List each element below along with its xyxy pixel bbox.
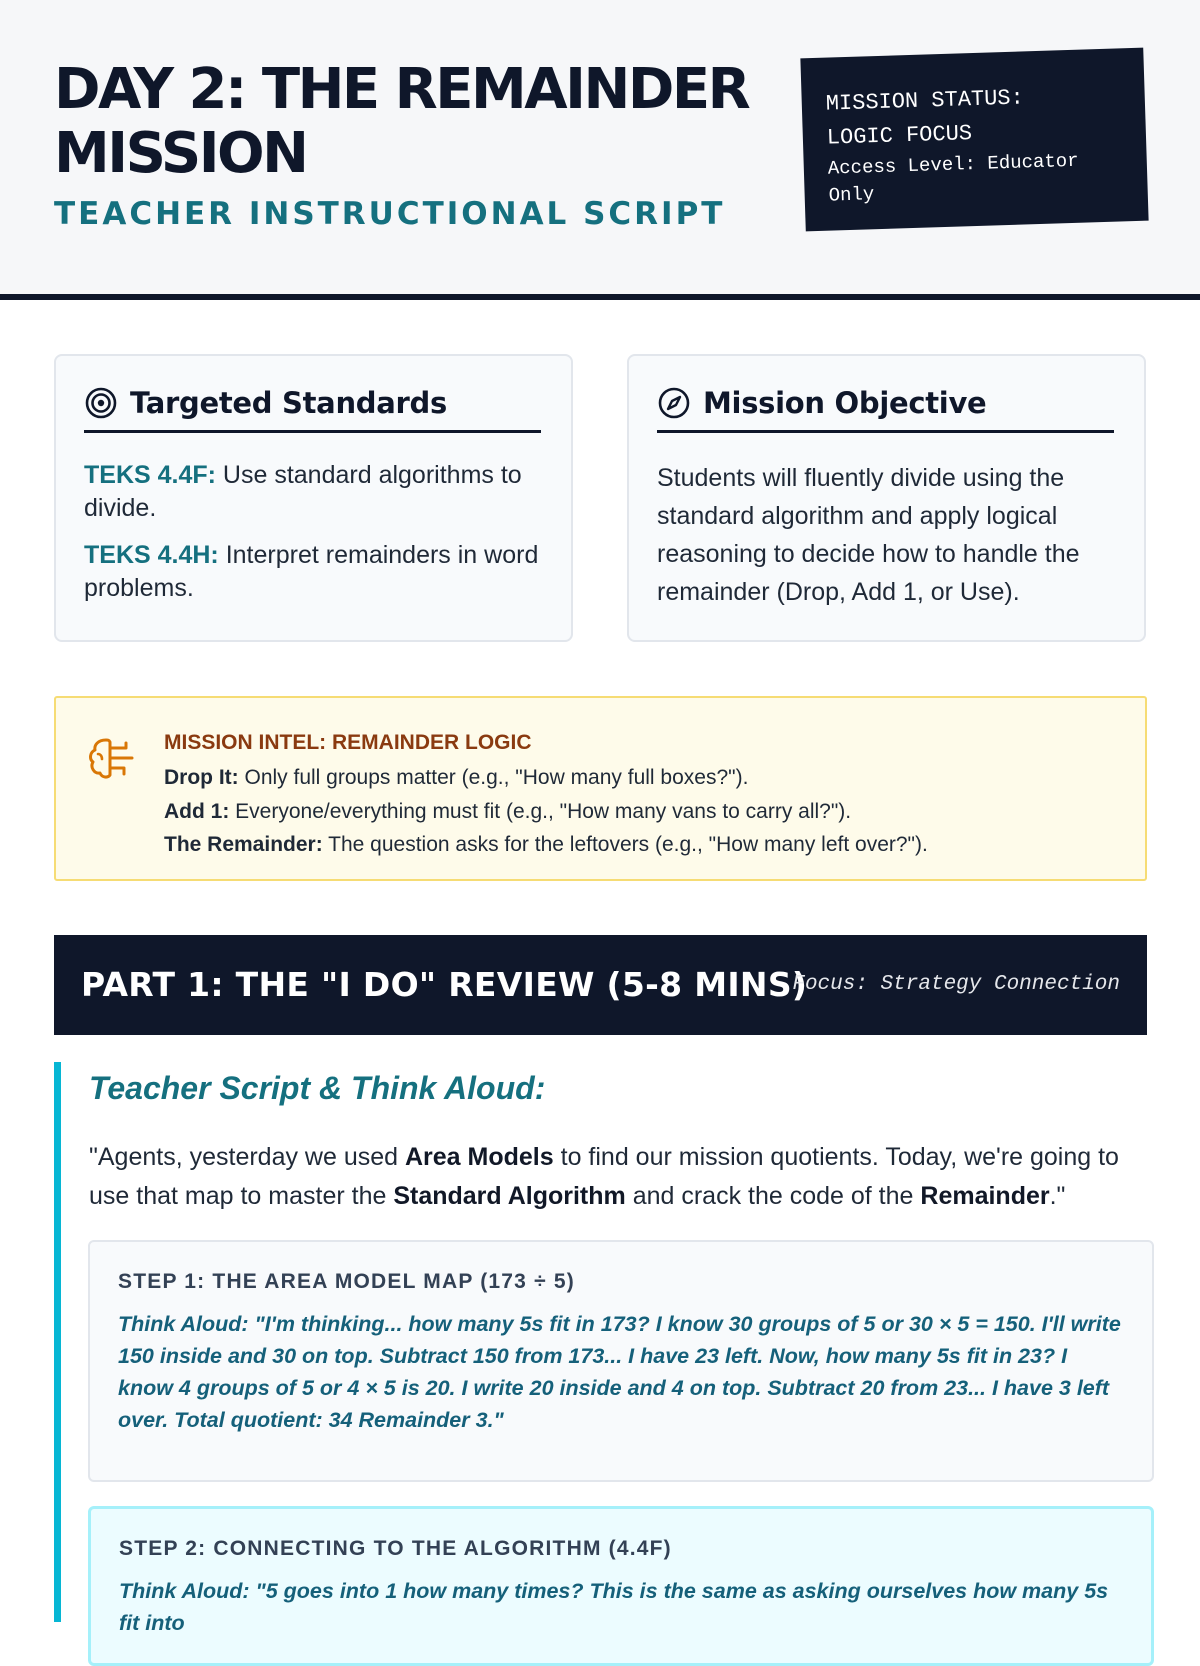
step1-box xyxy=(88,1240,1154,1482)
quote-text: to find our mission quotients. Today, we're going to use that map to master the xyxy=(89,1143,1119,1210)
script-heading: Teacher Script & Think Aloud: xyxy=(89,1070,546,1106)
standard-item xyxy=(84,459,541,525)
part1-focus: Focus: Strategy Connection xyxy=(792,973,1120,996)
page-subtitle: TEACHER INSTRUCTIONAL SCRIPT xyxy=(54,196,726,232)
mission-intel-callout xyxy=(54,696,1147,881)
standard-text: Interpret remainders in word problems. xyxy=(84,541,539,602)
objective-card xyxy=(627,354,1146,642)
step2-title: STEP 2: CONNECTING TO THE ALGORITHM (4.4F) xyxy=(119,1537,672,1560)
step1-title: STEP 1: THE AREA MODEL MAP (173 ÷ 5) xyxy=(118,1270,575,1293)
status-focus: LOGIC FOCUS xyxy=(826,121,973,151)
intel-text: The question asks for the leftovers (e.g., "How many left over?"). xyxy=(322,833,928,856)
intel-body xyxy=(164,728,928,862)
quote-bold: Standard Algorithm xyxy=(393,1182,626,1210)
mission-status-badge xyxy=(800,48,1148,232)
compass-icon xyxy=(657,386,691,420)
quote-bold: Remainder xyxy=(920,1182,1050,1210)
standard-code: TEKS 4.4F: xyxy=(84,461,216,489)
quote-text: "Agents, yesterday we used xyxy=(89,1143,405,1171)
intel-item xyxy=(164,761,928,795)
part1-title: PART 1: THE "I DO" REVIEW (5-8 MINS) xyxy=(81,965,808,1004)
intel-label: Drop It: xyxy=(164,766,239,789)
standard-text: Use standard algorithms to divide. xyxy=(84,461,522,522)
step2-box xyxy=(88,1506,1154,1666)
intel-item xyxy=(164,828,928,862)
intel-item xyxy=(164,795,928,829)
objective-title: Mission Objective xyxy=(703,386,987,420)
part1-banner xyxy=(54,935,1147,1035)
quote-bold: Area Models xyxy=(405,1143,554,1171)
page-header xyxy=(0,0,1200,300)
objective-text: Students will fluently divide using the standard algorithm and apply logical reasoning to decide how to handle the remainder (Drop, Add 1, or Use). xyxy=(657,464,1080,606)
intel-text: Only full groups matter (e.g., "How many full boxes?"). xyxy=(238,766,749,789)
teacher-script-section xyxy=(54,1062,1147,1635)
standards-title: Targeted Standards xyxy=(130,386,447,420)
quote-text: and crack the code of the xyxy=(625,1182,921,1210)
page-title: DAY 2: THE REMAINDER MISSION xyxy=(54,57,749,186)
objective-header xyxy=(657,386,1114,433)
standard-code: TEKS 4.4H: xyxy=(84,541,219,569)
brain-icon xyxy=(84,732,136,784)
target-icon xyxy=(84,386,118,420)
intel-text: Everyone/everything must fit (e.g., "How many vans to carry all?"). xyxy=(229,799,852,823)
standards-card xyxy=(54,354,573,642)
step1-think-aloud: Think Aloud: "I'm thinking... how many 5s fit in 173? I know 30 groups of 5 or 30 × 5 = 150. I'll write 150 inside and 30 on top. Subtract 150 from 173... I have 23 left. Now, how many 5s fit in 23? I know 4 groups of 5 or 4 × 5 is 20. I write 20 inside and 4 on top. Subtract 20 from 23... I have 3 left over. Total quotient: 34 Remainder 3." xyxy=(118,1312,1121,1432)
step2-think-aloud: Think Aloud: "5 goes into 1 how many times? This is the same as asking ourselves how many 5s fit into xyxy=(119,1579,1109,1635)
intel-label: The Remainder: xyxy=(164,833,323,856)
intel-title: MISSION INTEL: REMAINDER LOGIC xyxy=(164,731,532,754)
script-quote xyxy=(89,1138,1149,1216)
quote-text: ." xyxy=(1049,1182,1066,1210)
status-access-level: Access Level: Educator Only xyxy=(827,149,1079,207)
standards-header xyxy=(84,386,541,433)
status-line: MISSION STATUS: xyxy=(825,85,1025,117)
intel-label: Add 1: xyxy=(164,799,230,823)
standard-item xyxy=(84,539,541,605)
